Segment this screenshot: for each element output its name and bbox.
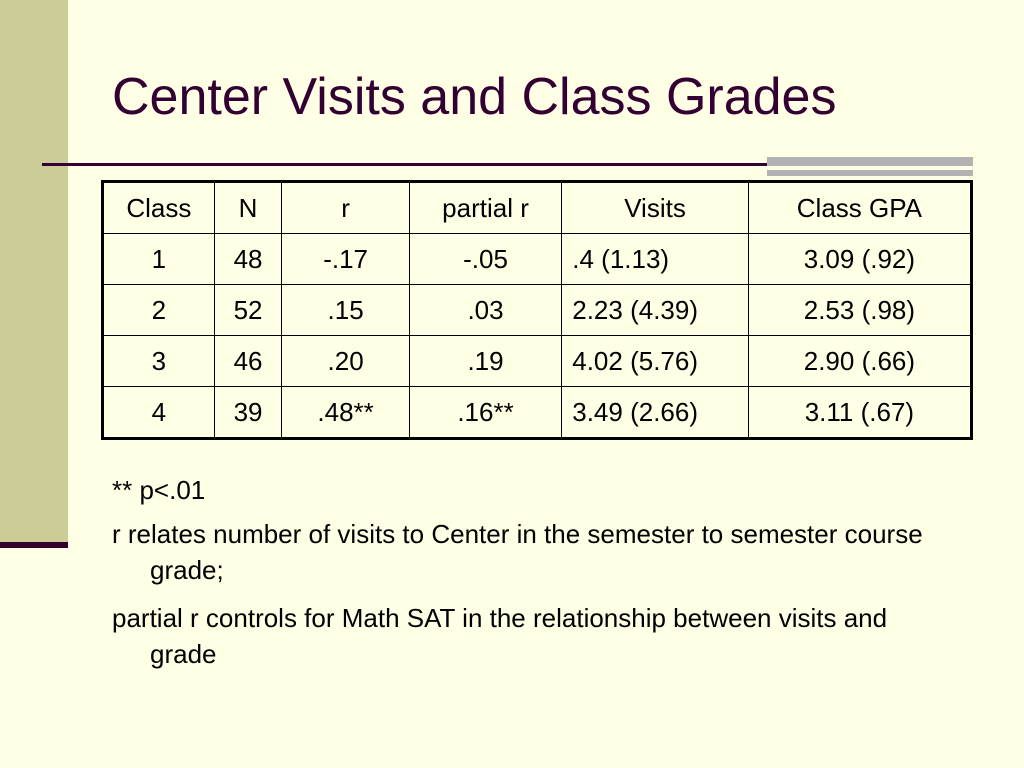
cell-partial-r: .19 bbox=[409, 336, 561, 387]
cell-visits: 2.23 (4.39) bbox=[562, 285, 749, 336]
cell-visits: .4 (1.13) bbox=[562, 234, 749, 285]
cell-partial-r: -.05 bbox=[409, 234, 561, 285]
cell-visits: 4.02 (5.76) bbox=[562, 336, 749, 387]
cell-class: 3 bbox=[103, 336, 215, 387]
cell-n: 48 bbox=[214, 234, 282, 285]
cell-r: -.17 bbox=[282, 234, 409, 285]
cell-n: 39 bbox=[214, 387, 282, 439]
table-row bbox=[103, 387, 972, 439]
header-class: Class bbox=[103, 182, 215, 234]
cell-n: 46 bbox=[214, 336, 282, 387]
partial-r-definition-note: partial r controls for Math SAT in the relationship between visits and grade bbox=[112, 603, 888, 669]
significance-note: ** p<.01 bbox=[112, 475, 206, 505]
cell-partial-r: .03 bbox=[409, 285, 561, 336]
slide-title: Center Visits and Class Grades bbox=[112, 68, 837, 126]
title-divider-gray-accent-top bbox=[767, 157, 973, 166]
cell-class: 1 bbox=[103, 234, 215, 285]
header-r: r bbox=[282, 182, 409, 234]
cell-partial-r: .16** bbox=[409, 387, 561, 439]
visits-grades-table bbox=[101, 180, 973, 440]
cell-r: .20 bbox=[282, 336, 409, 387]
cell-r: .48** bbox=[282, 387, 409, 439]
cell-class-gpa: 3.11 (.67) bbox=[748, 387, 971, 439]
table-header-row bbox=[103, 182, 972, 234]
cell-r: .15 bbox=[282, 285, 409, 336]
table-row bbox=[103, 336, 972, 387]
header-visits: Visits bbox=[562, 182, 749, 234]
cell-n: 52 bbox=[214, 285, 282, 336]
cell-class: 2 bbox=[103, 285, 215, 336]
title-divider-gray-accent-bottom bbox=[767, 170, 973, 176]
notes-section bbox=[112, 472, 932, 684]
table-row bbox=[103, 285, 972, 336]
cell-class-gpa: 3.09 (.92) bbox=[748, 234, 971, 285]
r-definition-note: r relates number of visits to Center in the semester to semester course grade; bbox=[112, 519, 923, 585]
table-row bbox=[103, 234, 972, 285]
title-divider-line bbox=[42, 163, 767, 166]
cell-class-gpa: 2.53 (.98) bbox=[748, 285, 971, 336]
cell-class-gpa: 2.90 (.66) bbox=[748, 336, 971, 387]
left-accent-line bbox=[0, 542, 68, 548]
cell-visits: 3.49 (2.66) bbox=[562, 387, 749, 439]
left-decorative-bar bbox=[0, 0, 68, 545]
header-n: N bbox=[214, 182, 282, 234]
header-partial-r: partial r bbox=[409, 182, 561, 234]
cell-class: 4 bbox=[103, 387, 215, 439]
header-class-gpa: Class GPA bbox=[748, 182, 971, 234]
